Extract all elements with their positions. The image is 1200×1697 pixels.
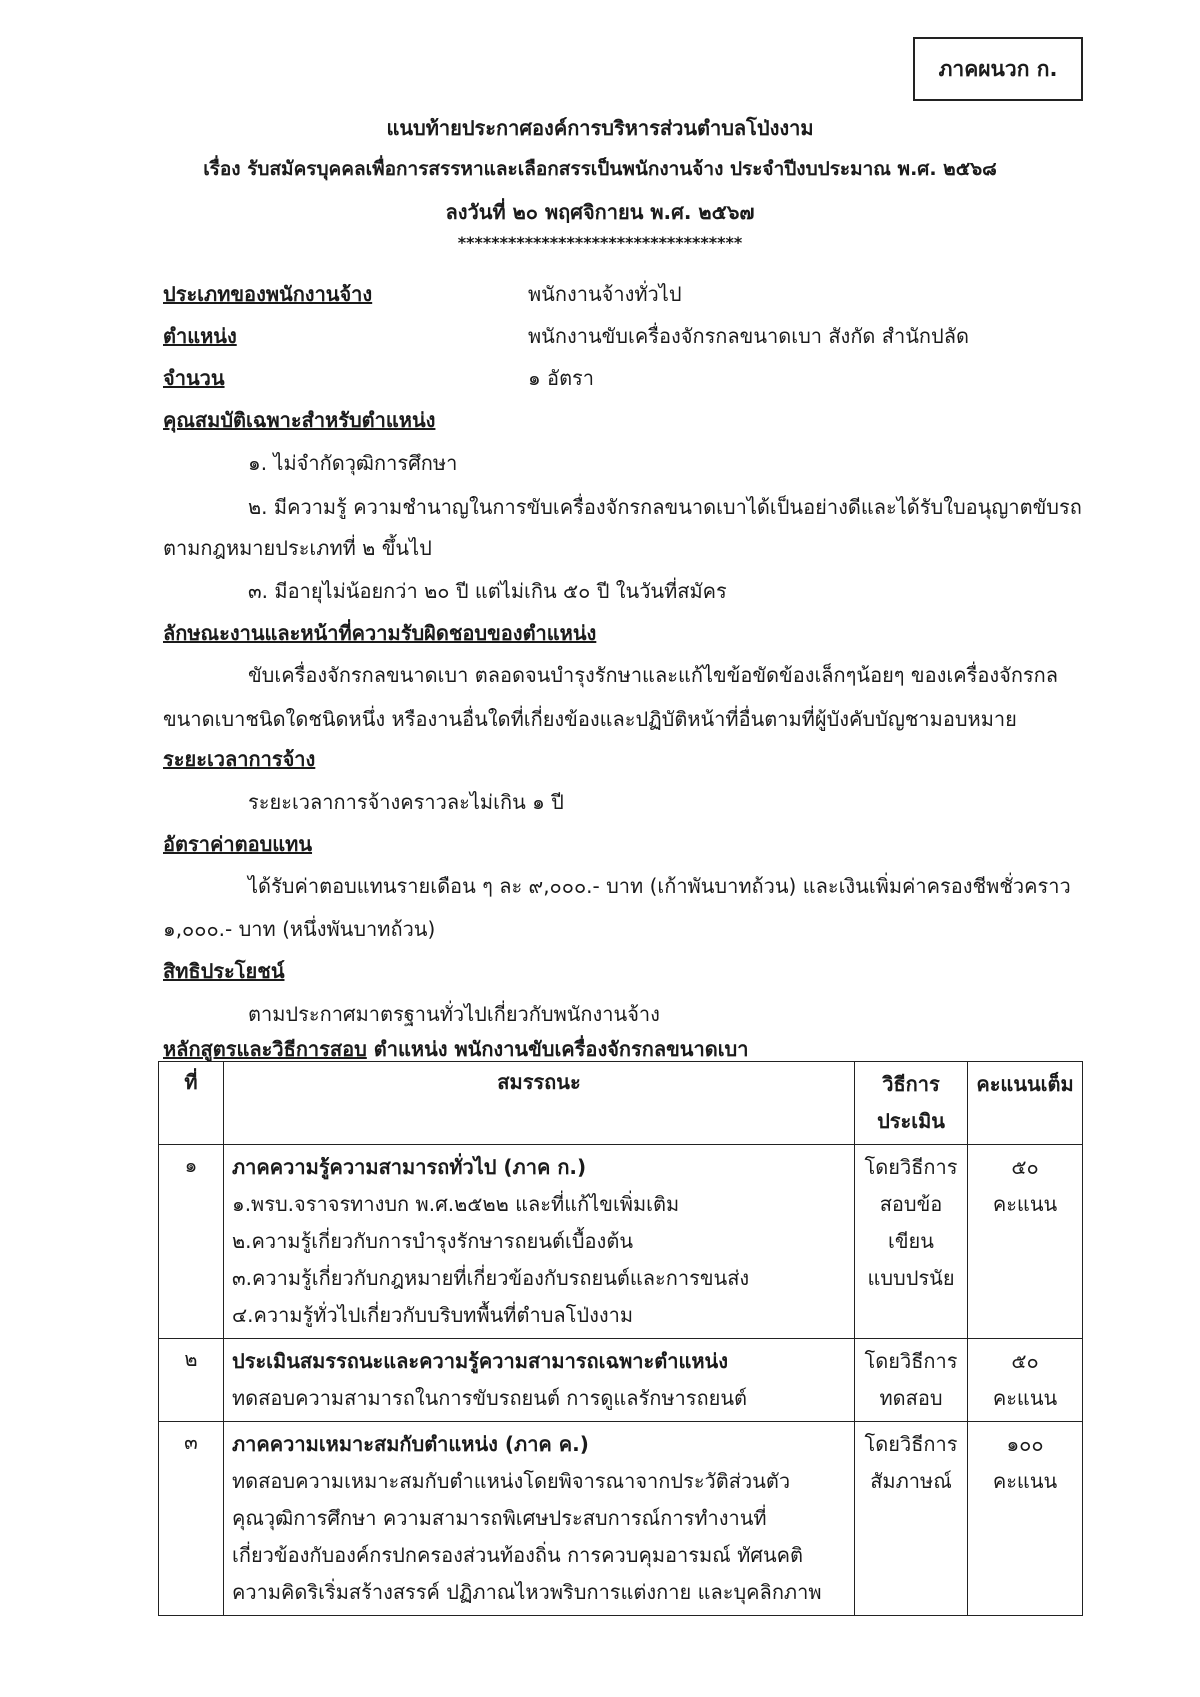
count-label: จำนวน [163,366,225,390]
col-method-line-1: วิธีการ [882,1072,940,1096]
score-unit: คะแนน [992,1386,1058,1410]
row-line: ทดสอบความเหมาะสมกับตำแหน่งโดยพิจารณาจากประวัติส่วนตัว [232,1469,791,1493]
col-method-line-2: ประเมิน [877,1109,945,1133]
row-score [968,1339,1083,1422]
exam-heading-rest: ตำแหน่ง พนักงานขับเครื่องจักรกลขนาดเบา [366,1037,749,1061]
row-competency [224,1339,855,1422]
exam-table [158,1061,1083,1616]
row-method [855,1145,968,1339]
duties-heading: ลักษณะงานและหน้าที่ความรับผิดชอบของตำแหน่ง [163,621,597,645]
row-title: ภาคความเหมาะสมกับตำแหน่ง (ภาค ค.) [232,1432,589,1456]
row-no: ๓ [159,1422,224,1616]
row-line: คุณวุฒิการศึกษา ความสามารถพิเศษประสบการณ์การทำงานที่ [232,1506,767,1530]
col-method [855,1062,968,1145]
row-line: ๒.ความรู้เกี่ยวกับการบำรุงรักษารถยนต์เบื้องต้น [232,1229,633,1253]
benefits-heading: สิทธิประโยชน์ [163,959,285,983]
method-line: แบบปรนัย [867,1266,955,1290]
score-value: ๕๐ [1011,1155,1039,1179]
table-row [159,1145,1083,1339]
exam-table-header [159,1062,1083,1145]
col-no: ที่ [159,1062,224,1145]
row-no: ๒ [159,1339,224,1422]
count-value: ๑ อัตรา [528,366,595,390]
duties-line-2: ขนาดเบาชนิดใดชนิดหนึ่ง หรืองานอื่นใดที่เกี่ยงข้องและปฏิบัติหน้าที่อื่นตามที่ผู้บังคับบัญชามอบหมาย [163,707,1017,731]
type-label: ประเภทของพนักงานจ้าง [163,282,373,306]
row-method [855,1339,968,1422]
method-line: โดยวิธีการ [864,1349,958,1373]
row-competency [224,1422,855,1616]
period-heading: ระยะเวลาการจ้าง [163,747,316,771]
method-line: โดยวิธีการ [864,1432,958,1456]
type-value: พนักงานจ้างทั่วไป [528,282,682,306]
qualification-item-2-line-2: ตามกฎหมายประเภทที่ ๒ ขึ้นไป [163,536,432,560]
position-label: ตำแหน่ง [163,324,237,348]
col-competency: สมรรถนะ [224,1062,855,1145]
header-date: ลงวันที่ ๒๐ พฤศจิกายน พ.ศ. ๒๕๖๗ [445,200,755,224]
qualification-item-1: ๑. ไม่จำกัดวุฒิการศึกษา [248,451,458,475]
pay-line-1: ได้รับค่าตอบแทนรายเดือน ๆ ละ ๙,๐๐๐.- บาท (เก้าพันบาทถ้วน) และเงินเพิ่มค่าครองชีพชั่วคราว [248,874,1071,898]
position-value: พนักงานขับเครื่องจักรกลขนาดเบา สังกัด สำนักปลัด [528,324,969,348]
row-line: ๔.ความรู้ทั่วไปเกี่ยวกับบริบทพื้นที่ตำบลโป่งงาม [232,1303,634,1327]
row-title: ประเมินสมรรถนะและความรู้ความสามารถเฉพาะตำแหน่ง [232,1349,728,1373]
method-line: สอบข้อเขียน [879,1192,943,1253]
annex-label: ภาคผนวก ก. [913,37,1083,101]
duties-line-1: ขับเครื่องจักรกลขนาดเบา ตลอดจนบำรุงรักษาและแก้ไขข้อขัดข้องเล็กๆน้อยๆ ของเครื่องจักรกล [248,663,1059,687]
period-text: ระยะเวลาการจ้างคราวละไม่เกิน ๑ ปี [248,790,564,814]
benefits-text: ตามประกาศมาตรฐานทั่วไปเกี่ยวกับพนักงานจ้าง [248,1002,660,1026]
table-row [159,1422,1083,1616]
row-score [968,1145,1083,1339]
header-line-1: แนบท้ายประกาศองค์การบริหารส่วนตำบลโป่งงาม [386,116,814,140]
row-line: ความคิดริเริ่มสร้างสรรค์ ปฏิภาณไหวพริบการแต่งกาย และบุคลิกภาพ [232,1580,822,1604]
method-line: ทดสอบ [879,1386,943,1410]
qualification-item-2-line-1: ๒. มีความรู้ ความชำนาญในการขับเครื่องจักรกลขนาดเบาได้เป็นอย่างดีและได้รับใบอนุญาตขับรถ [248,495,1082,519]
score-unit: คะแนน [992,1192,1058,1216]
score-unit: คะแนน [992,1469,1058,1493]
method-line: สัมภาษณ์ [870,1469,952,1493]
row-line: ๓.ความรู้เกี่ยวกับกฎหมายที่เกี่ยวข้องกับรถยนต์และการขนส่ง [232,1266,750,1290]
row-line: เกี่ยวข้องกับองค์กรปกครองส่วนท้องถิ่น การควบคุมอารมณ์ ทัศนคติ [232,1543,804,1567]
pay-line-2: ๑,๐๐๐.- บาท (หนึ่งพันบาทถ้วน) [163,917,436,941]
row-method [855,1422,968,1616]
pay-heading: อัตราค่าตอบแทน [163,832,313,856]
row-score [968,1422,1083,1616]
col-score: คะแนนเต็ม [968,1062,1083,1145]
qualifications-heading: คุณสมบัติเฉพาะสำหรับตำแหน่ง [163,408,436,432]
exam-heading-underlined: หลักสูตรและวิธีการสอบ [163,1037,367,1061]
header-line-2: เรื่อง รับสมัครบุคคลเพื่อการสรรหาและเลือกสรรเป็นพนักงานจ้าง ประจำปีงบประมาณ พ.ศ. ๒๕๖๘ [203,158,997,180]
row-line: ทดสอบความสามารถในการขับรถยนต์ การดูแลรักษารถยนต์ [232,1386,747,1410]
row-line: ๑.พรบ.จราจรทางบก พ.ศ.๒๕๒๒ และที่แก้ไขเพิ่มเติม [232,1192,680,1216]
table-row [159,1339,1083,1422]
method-line: โดยวิธีการ [864,1155,958,1179]
row-title: ภาคความรู้ความสามารถทั่วไป (ภาค ก.) [232,1155,587,1179]
qualification-item-3: ๓. มีอายุไม่น้อยกว่า ๒๐ ปี แต่ไม่เกิน ๕๐ ปี ในวันที่สมัคร [248,579,727,603]
row-competency [224,1145,855,1339]
score-value: ๑๐๐ [1006,1432,1044,1456]
header-stars: ********************************** [457,233,743,252]
row-no: ๑ [159,1145,224,1339]
score-value: ๕๐ [1011,1349,1039,1373]
